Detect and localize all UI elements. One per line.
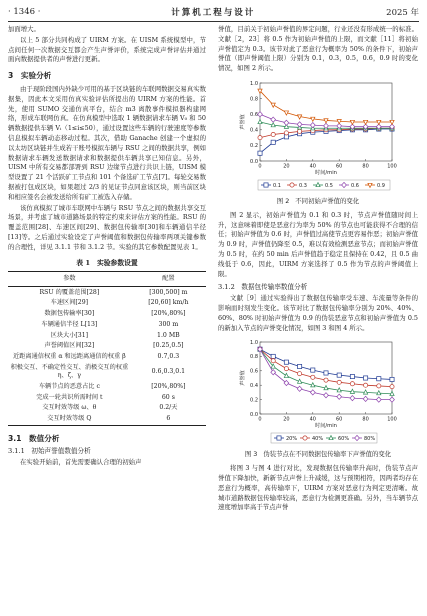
x-tick-label: 0: [258, 163, 262, 170]
caption-text: 伪装节点在不同数据包传输率下声誉值的变化: [263, 450, 392, 459]
data-point: [297, 387, 302, 392]
x-tick-label: 0: [258, 416, 262, 423]
legend-marker: [277, 436, 281, 440]
paragraph: 加面增大。: [8, 25, 40, 33]
param-name-cell: 交互时效等级 ω、θ: [42, 404, 97, 412]
data-point: [337, 381, 341, 385]
data-point: [363, 397, 368, 402]
y-tick-label: 0.4: [250, 127, 258, 134]
data-point: [271, 103, 275, 107]
table-title: 表 1 实验参数设置: [76, 258, 138, 267]
data-point: [284, 120, 289, 125]
param-name-cell: 车辆节点的恶意占比 c: [38, 382, 100, 390]
data-point: [337, 394, 342, 399]
data-point: [284, 360, 288, 364]
data-point: [271, 355, 275, 359]
table-header-cell: 配置: [131, 272, 206, 287]
table-row: [8, 309, 206, 320]
data-point: [258, 119, 262, 123]
page-number: · 1346 ·: [8, 7, 41, 17]
x-axis-label: 时间/min: [315, 169, 337, 176]
data-point: [297, 122, 302, 127]
data-point: [284, 374, 288, 378]
param-value-cell: 300 m: [158, 320, 179, 328]
data-point: [311, 368, 315, 372]
data-point: [377, 377, 381, 381]
table-row: [8, 352, 206, 363]
data-point: [324, 371, 328, 375]
y-tick-label: 0.2: [250, 397, 258, 404]
section-heading: 3.1 数值分析: [8, 433, 60, 443]
param-value-cell: 0.6,0.3,0.1: [151, 367, 186, 375]
paragraph: 文献［9］通过实验得出了数据包传输率受车速、车流量等条件的影响而时刻发生变化。该节对比了数据包传输率分别为 20%、40%、60%、80% 时初始声誉值为 0.9 的伪装恶意节点和初始声誉值为 0.5 的新加入节点的声誉变化情况，如图 3 和图 4 所示。: [218, 294, 418, 332]
legend-label: 0.5: [325, 182, 333, 189]
table-row: [8, 341, 206, 352]
data-point: [390, 385, 394, 389]
data-point: [364, 376, 368, 380]
legend-marker: [290, 183, 294, 187]
param-value-cell: 6: [131, 414, 206, 425]
y-tick-label: 0.6: [250, 111, 258, 118]
x-tick-label: 60: [336, 163, 343, 170]
data-point: [271, 140, 275, 144]
data-point: [310, 390, 315, 395]
paragraph: 图 2 显示，初始声誉值为 0.1 和 0.3 时，节点声誉值随时间上升，这意味着即使是恶意行为率为 50% 的节点也可能获得不合理的信任；初始声誉值为 0.6 时，声誉值过高使节点更容易作恶；初始声誉值为 0.9 时，声誉值仍降至 0.5，难以有效检测恶意节点；而初始声誉值为 0.5 时，在约 50 min 后声誉值趋于稳定且保持在 0.42，且 0.5 曲线低于 0.6，因此，UIRM 方案选择了 0.5 作为节点的声誉阈值上限。: [218, 210, 418, 278]
series-line: [260, 91, 392, 122]
param-name-cell: 交互时效等级 Q: [8, 414, 131, 425]
param-value-cell: 1.0 MB: [157, 331, 180, 339]
data-point: [324, 123, 329, 128]
data-point: [324, 393, 329, 398]
data-point: [298, 372, 302, 376]
x-tick-label: 80: [362, 416, 369, 423]
data-point: [390, 378, 394, 382]
param-value-cell: 0.7,0.3: [157, 353, 180, 361]
param-name-cell: 完成一轮共识所需时间 t: [36, 393, 103, 401]
figure-number: 图 3: [244, 450, 258, 459]
y-tick-label: 0.8: [250, 354, 258, 361]
parameter-table: [8, 271, 206, 425]
data-point: [258, 151, 262, 155]
y-axis-label: 声誉值: [240, 370, 246, 387]
table-row: [8, 414, 206, 425]
data-point: [350, 375, 354, 379]
y-tick-label: 1.0: [250, 340, 258, 347]
journal-title: 计算机工程与设计: [171, 8, 256, 18]
param-value-cell: [20%,80%]: [151, 310, 186, 318]
y-tick-label: 0.0: [250, 158, 258, 165]
paragraph: 在实验开始前，首先需要确认合理的初始声: [20, 458, 142, 467]
figure-2-caption: [218, 197, 418, 207]
legend-marker: [355, 436, 360, 441]
subsection-heading: 3.1.1 初始声誉值数值分析: [8, 447, 91, 456]
paragraph: 将图 3 与图 4 进行对比，发现数据包传输率升高时，伪装节点声誉值下降加快，新新节点声誉上升减缓，这与预期相符，因两者均存在恶意行为概率，高传输率下，UIRM 方案对恶意行为判定更清晰。故城市道路数据包传输率较高，恶意行为检测更准确。另外，当车辆节点速度增加率高于节点声誉: [218, 464, 418, 512]
figure-3-chart: [238, 336, 398, 448]
legend-label: 0.1: [273, 182, 281, 189]
data-point: [271, 117, 276, 122]
x-axis-label: 时间/min: [315, 423, 337, 430]
section-heading: 3 实验分析: [8, 71, 52, 81]
legend-label: 20%: [286, 436, 298, 443]
data-point: [376, 397, 381, 402]
table-row: [8, 403, 206, 414]
table-row: [8, 392, 206, 403]
data-point: [350, 382, 354, 386]
table-row: [8, 363, 206, 382]
legend-label: 0.9: [377, 182, 385, 189]
param-value-cell: [300,500] m: [149, 288, 188, 296]
param-name-cell: 区块大小[31]: [50, 331, 89, 339]
paragraph: 该仿真模拟了城市车联网中车辆与 RSU 节点之间的数据共享交互场景，并考虑了城市道路场景的特定约束来评估方案的性能。RSU 的覆盖范围[28]、车速区间[29]、数据包传输率[30]和车辆通信半径[13]等。之后通过实验设定了声誉阈值和数据包传输率两项关键参数的合理性，详见 3.1.1 节和 3.1.2 节。实验的其它参数配置见表 1。: [8, 203, 206, 251]
caption-text: 不同初始声誉值的变化: [295, 196, 360, 205]
data-point: [284, 367, 288, 371]
x-tick-label: 100: [387, 416, 397, 423]
param-name-cell: RSU 的覆盖范围[28]: [39, 288, 100, 296]
table-row: [8, 287, 206, 298]
y-tick-label: 0.0: [250, 412, 258, 419]
data-point: [350, 396, 355, 401]
figure-number: 图 2: [276, 196, 290, 205]
table-row: [8, 381, 206, 392]
table-row: [8, 319, 206, 330]
right-column: [218, 25, 418, 514]
x-tick-label: 80: [362, 163, 369, 170]
param-name-cell: 近距离通信权重 α 和远距离通信的权重 β: [13, 353, 126, 361]
param-name-cell: 车速区间[29]: [50, 299, 89, 307]
y-tick-label: 0.4: [250, 383, 258, 390]
param-name-cell: 声誉阈值区间[32]: [44, 342, 95, 350]
param-value-cell: 0.2/天: [159, 404, 178, 412]
publication-year: 2025 年: [386, 8, 419, 18]
y-tick-label: 1.0: [250, 80, 258, 87]
table-header-cell: 参数: [8, 272, 131, 287]
param-name-cell: 积极交互、不确定性交互、消极交互的权重 η、ζ、γ: [10, 363, 129, 379]
x-tick-label: 20: [283, 163, 290, 170]
x-tick-label: 100: [387, 163, 397, 170]
param-value-cell: [0.25,0.5]: [153, 342, 184, 350]
param-value-cell: 60 s: [161, 393, 175, 401]
y-tick-label: 0.2: [250, 143, 258, 150]
header-rule: [8, 21, 419, 22]
legend-label: 0.6: [351, 182, 359, 189]
paragraph: 誉值，目前关于初始声誉值的界定问题，行业还没有形成统一的标准。文献［2，23］将 0.5 作为初始声誉值的上限，而文献［11］将初始声誉值定为 0.3。该节对此了恶意行为概率为 50% 的条件下，初始声誉值（即声誉阈值上限）分别为 0.1，0.3，0.5，0.6，0.9 时的变化情况，如图 2 所示。: [218, 25, 418, 73]
x-tick-label: 40: [309, 416, 316, 423]
paragraph: 以上 5 部分共同构成了 UIRM 方案。在 UISM 系统模型中，节点间任何一次数据交互都会产生声誉评价，系统完成声誉评估并通过面向数据提供者的声誉进行更新。: [8, 35, 206, 64]
figure-2: [238, 77, 398, 195]
left-column: [8, 25, 206, 469]
data-point: [284, 131, 288, 135]
data-point: [298, 365, 302, 369]
data-point: [311, 376, 315, 380]
data-point: [377, 384, 381, 388]
param-value-cell: [20,60] km/h: [148, 299, 189, 307]
data-point: [271, 359, 275, 363]
x-tick-label: 40: [309, 163, 316, 170]
legend-label: 80%: [364, 436, 376, 443]
x-tick-label: 60: [336, 416, 343, 423]
data-point: [337, 373, 341, 377]
legend-label: 0.3: [299, 182, 307, 189]
figure-2-chart: [238, 77, 398, 195]
param-value-cell: [20%,80%]: [151, 382, 186, 390]
param-name-cell: 车辆通信半径 L[13]: [41, 320, 98, 328]
data-point: [258, 112, 263, 117]
legend-label: 60%: [338, 436, 350, 443]
data-point: [298, 129, 302, 133]
subsection-heading: 3.1.2 数据包传输率数值分析: [218, 283, 308, 292]
data-point: [390, 397, 395, 402]
table-row: [8, 330, 206, 341]
y-tick-label: 0.8: [250, 96, 258, 103]
legend-marker: [303, 436, 307, 440]
table-row: [8, 298, 206, 309]
legend-marker: [264, 183, 268, 187]
data-point: [258, 135, 262, 139]
legend-marker: [342, 182, 347, 187]
param-name-cell: 数据包传输率[30]: [44, 310, 95, 318]
data-point: [324, 378, 328, 382]
page-header: [8, 5, 419, 19]
data-point: [310, 123, 315, 128]
paragraph: 由于现阶段国内外缺少可用的基于区块链的车联网数据交易真实数据集，因此本文采用仿真实验评估所提出的 UIRM 方案的性能。首先，使用 SUMO 交通仿真平台，结合 m3 离散事件模拟器构建网络，形成车联网仿真。在仿真模型中选取 1 辆数据请求车辆 V₀ 和 50 辆数据提供车辆 Vᵢ（1≤i≤50），通过设置这些车辆的行驶速度等参数信息模拟车辆动态移动过程。其次，借助 Ganache 创建一个虚拟的以太坊区块链并生成若干账号模拟车辆与 RSU 之间的数据共享，例如数据请求车辆发送数据请求和数据提供车辆共享已知信息。另外，UISM 中所有交易都部署到 RSU 边缘节点进行共识上链，UISM 模型设置了 21 个活跃矿工节点和 101 个备选矿工节点[7]。每轮交易数据被打包成区块，如果超过 2/3 的见证节点同意该区块，则当前区块和相应签名会被发送给所有矿工被选入存储。: [8, 84, 206, 201]
legend-label: 40%: [312, 436, 324, 443]
y-axis-label: 声誉值: [240, 114, 246, 130]
figure-3: [238, 336, 398, 448]
x-tick-label: 20: [283, 416, 290, 423]
y-tick-label: 0.6: [250, 368, 258, 375]
data-point: [271, 132, 275, 136]
figure-3-caption: [218, 450, 418, 460]
data-point: [364, 383, 368, 387]
